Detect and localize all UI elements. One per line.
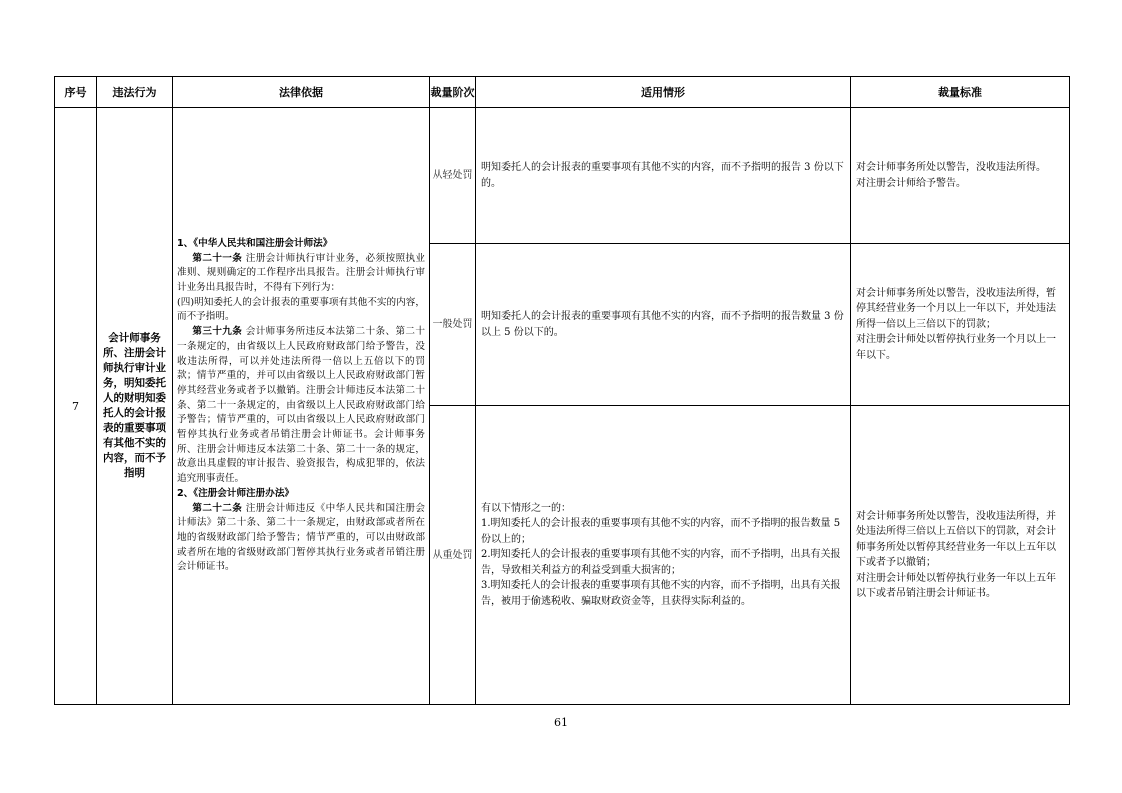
article-text: 会计师事务所违反本法第二十条、第二十一条规定的，由省级以上人民政府财政部门给予警告，没收违法所得，可以并处违法所得一倍以上五倍以下的罚款；情节严重的，并可以由省级以上人民政府财政部门暂停其经营业务或者予以撤销。注册会计师违反本法第二十条、第二十一条规定的，由省级以上人民政府财政部门给予警告；情节严重的，可以由省级以上人民政府财政部门暂停其执行业务或者吊销注册会计师证书。会计师事务所、注册会计师违反本法第二十条、第二十一条的规定，故意出具虚假的审计报告、验资报告，构成犯罪的，依法追究刑事责任。 <box>177 326 426 485</box>
situation-item: 3.明知委托人的会计报表的重要事项有其他不实的内容，而不予指明，出具有关报告，被用于偷逃税收、骗取财政资金等，且获得实际利益的。 <box>481 580 841 607</box>
standard-line: 对注册会计师处以暂停执行业务一年以上五年以下或者吊销注册会计师证书。 <box>856 572 1056 599</box>
standard-normal <box>851 244 1070 406</box>
row-seq: 7 <box>55 108 97 705</box>
law-article-22 <box>177 502 425 576</box>
situation-item: 2.明知委托人的会计报表的重要事项有其他不实的内容，而不予指明，出具有关报告，导致相关利益方的利益受到重大损害的； <box>481 549 841 576</box>
page-number: 61 <box>554 716 568 729</box>
header-row <box>55 77 1070 108</box>
situation-item: 1.明知委托人的会计报表的重要事项有其他不实的内容，而不予指明的报告数量 5 份以上的； <box>481 518 841 545</box>
article-text: 注册会计师执行审计业务，必须按照执业准则、规则确定的工作程序出具报告。注册会计师执行审计业务出具报告时，不得有下列行为： <box>177 252 426 294</box>
standard-light <box>851 108 1070 244</box>
header-situation: 适用情形 <box>476 77 851 108</box>
article-title: 第三十九条 <box>192 326 243 338</box>
situation-intro: 有以下情形之一的： <box>481 502 571 514</box>
level-normal: 一般处罚 <box>430 244 476 406</box>
law-article-21-item: (四)明知委托人的会计报表的重要事项有其他不实的内容，而不予指明。 <box>177 296 425 323</box>
standard-line: 对注册会计师处以暂停执行业务一个月以上一年以下。 <box>856 334 1056 361</box>
situation-heavy <box>476 406 851 705</box>
level-light: 从轻处罚 <box>430 108 476 244</box>
header-law: 法律依据 <box>173 77 430 108</box>
article-title: 第二十一条 <box>192 252 243 264</box>
penalty-table <box>54 76 1070 705</box>
header-standard: 裁量标准 <box>851 77 1070 108</box>
article-text: 注册会计师违反《中华人民共和国注册会计师法》第二十条、第二十一条规定，由财政部或者所在地的省级财政部门给予警告；情节严重的，可以由财政部或者所在地的省级财政部门暂停其执行业务或者吊销注册会计师证书。 <box>177 502 426 573</box>
level-heavy: 从重处罚 <box>430 406 476 705</box>
standard-line: 对注册会计师给予警告。 <box>856 177 966 189</box>
table-row <box>55 108 1070 244</box>
article-title: 第二十二条 <box>192 502 243 514</box>
situation-light: 明知委托人的会计报表的重要事项有其他不实的内容，而不予指明的报告 3 份以下的。 <box>476 108 851 244</box>
row-violation: 会计师事务所、注册会计师执行审计业务，明知委托人的财明知委托人的会计报表的重要事项有其他不实的内容，而不予指明 <box>97 108 173 705</box>
header-seq: 序号 <box>55 77 97 108</box>
header-act: 违法行为 <box>97 77 173 108</box>
law-heading-2: 2、《注册会计师注册办法》 <box>177 487 294 499</box>
situation-normal: 明知委托人的会计报表的重要事项有其他不实的内容，而不予指明的报告数量 3 份以上 5 份以下的。 <box>476 244 851 406</box>
row-legal-basis <box>173 108 430 705</box>
law-heading-1: 1、《中华人民共和国注册会计师法》 <box>177 237 333 249</box>
law-article-21 <box>177 252 425 296</box>
standard-line: 对会计师事务所处以警告，没收违法所得。 <box>856 162 1046 173</box>
header-level: 裁量阶次 <box>430 77 476 108</box>
law-article-39 <box>177 325 425 487</box>
standard-heavy <box>851 406 1070 705</box>
standard-line: 对会计师事务所处以警告，没收违法所得，并处违法所得三倍以上五倍以下的罚款，对会计师事务所处以暂停其经营业务一年以上五年以下或者予以撤销； <box>856 510 1056 568</box>
standard-line: 对会计师事务所处以警告，没收违法所得，暂停其经营业务一个月以上一年以下，并处违法所得一倍以上三倍以下的罚款； <box>856 287 1056 330</box>
